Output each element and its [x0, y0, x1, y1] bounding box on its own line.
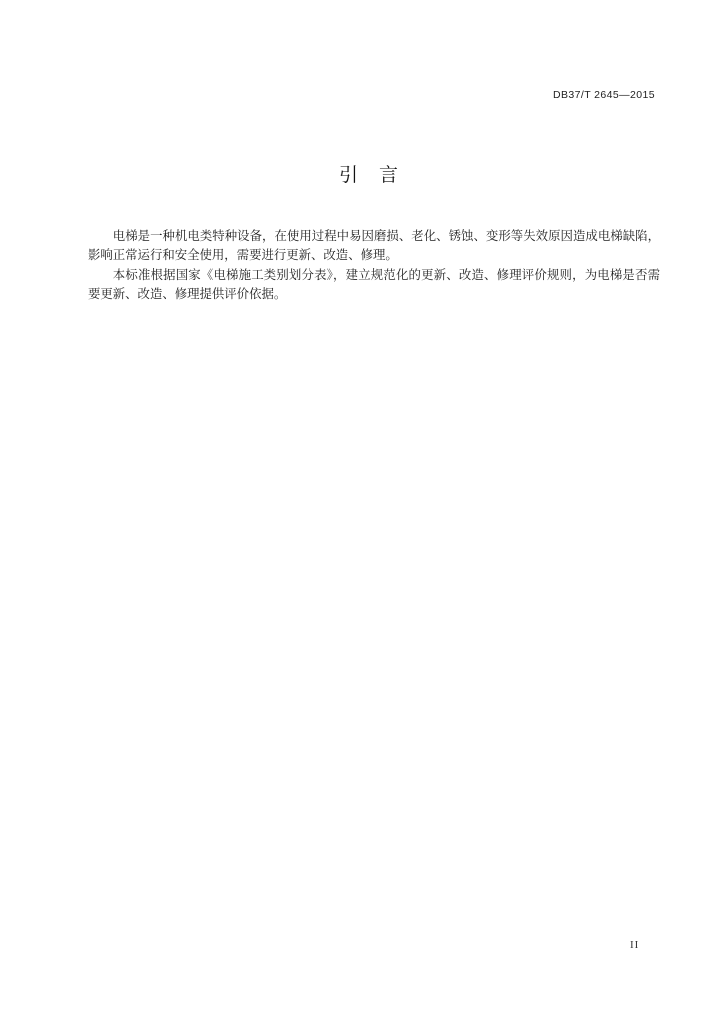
section-title: 引 言: [338, 164, 402, 186]
paragraph: 电梯是一种机电类特种设备，在使用过程中易因磨损、老化、锈蚀、变形等失效原因造成电梯缺陷，影响正常运行和安全使用，需要进行更新、改造、修理。: [88, 228, 660, 263]
page-number: II: [630, 939, 640, 951]
body-text: [88, 226, 660, 303]
document-number: DB37/T 2645—2015: [553, 89, 655, 101]
paragraph: 本标准根据国家《电梯施工类别划分表》，建立规范化的更新、改造、修理评价规则，为电梯是否需要更新、改造、修理提供评价依据。: [88, 266, 660, 301]
